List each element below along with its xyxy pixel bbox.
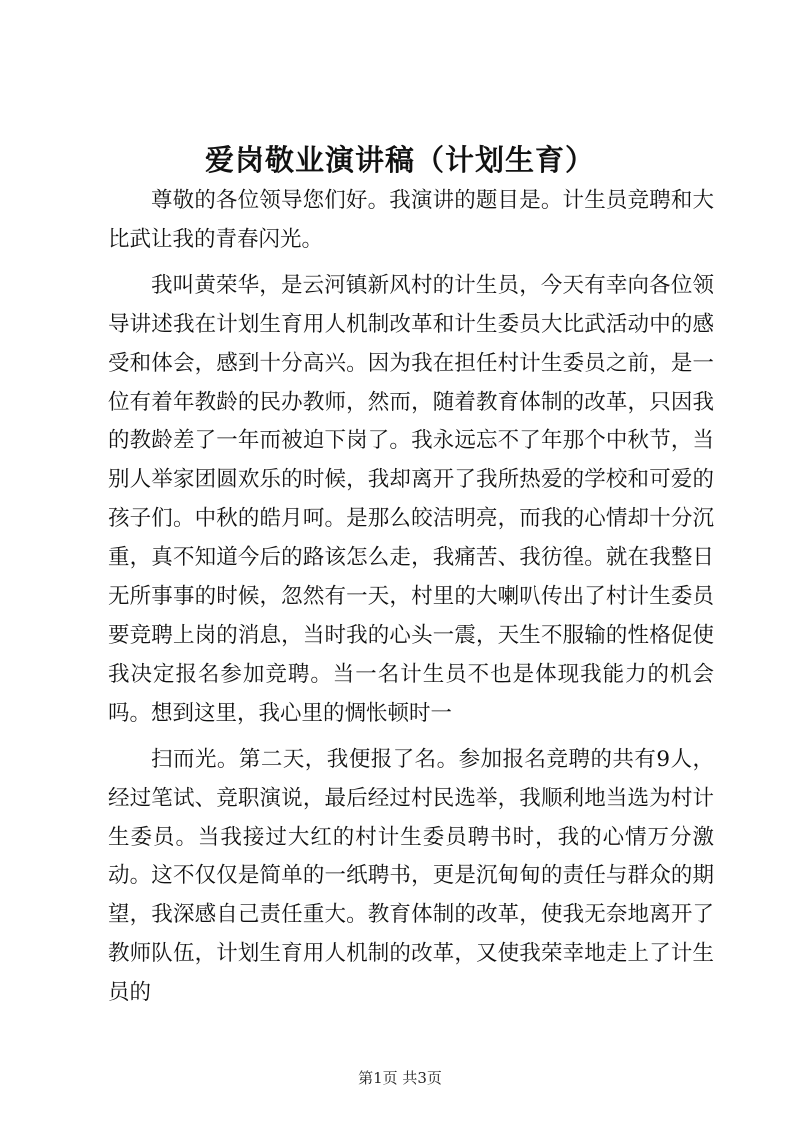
page-footer: 第1页 共3页 — [358, 1069, 442, 1087]
paragraph-introduction: 我叫黄荣华，是云河镇新风村的计生员，今天有幸向各位领导讲述我在计划生育用人机制改革和计生委员大比武活动中的感受和体会，感到十分高兴。因为我在担任村计生委员之前，是一位有着年教龄的民办教师，然而，随着教育体制的改革，只因我的教龄差了一年而被迫下岗了。我永远忘不了年那个中秋节，当别人举家团圆欢乐的时候，我却离开了我所热爱的学校和可爱的孩子们。中秋的皓月呵。是那么皎洁明亮，而我的心情却十分沉重，真不知道今后的路该怎么走，我痛苦、我彷徨。就在我整日无所事事的时候，忽然有一天，村里的大喇叭传出了村计生委员要竞聘上岗的消息，当时我的心头一震，天生不服输的性格促使我决定报名参加竞聘。当一名计生员不也是体现我能力的机会吗。想到这里，我心里的惆怅顿时一 — [108, 272, 714, 726]
document-body — [108, 182, 714, 1020]
document-title: 爱岗敬业演讲稿（计划生育） — [204, 143, 595, 177]
paragraph-greeting: 尊敬的各位领导您们好。我演讲的题目是。计生员竞聘和大比武让我的青春闪光。 — [108, 188, 714, 252]
paragraph-election: 扫而光。第二天，我便报了名。参加报名竞聘的共有9人，经过笔试、竞职演说，最后经过村民选举，我顺利地当选为村计生委员。当我接过大红的村计生委员聘书时，我的心情万分激动。这不仅仅是简单的一纸聘书，更是沉甸甸的责任与群众的期望，我深感自己责任重大。教育体制的改革，使我无奈地离开了教师队伍，计划生育用人机制的改革，又使我荣幸地走上了计生员的 — [108, 746, 714, 1006]
